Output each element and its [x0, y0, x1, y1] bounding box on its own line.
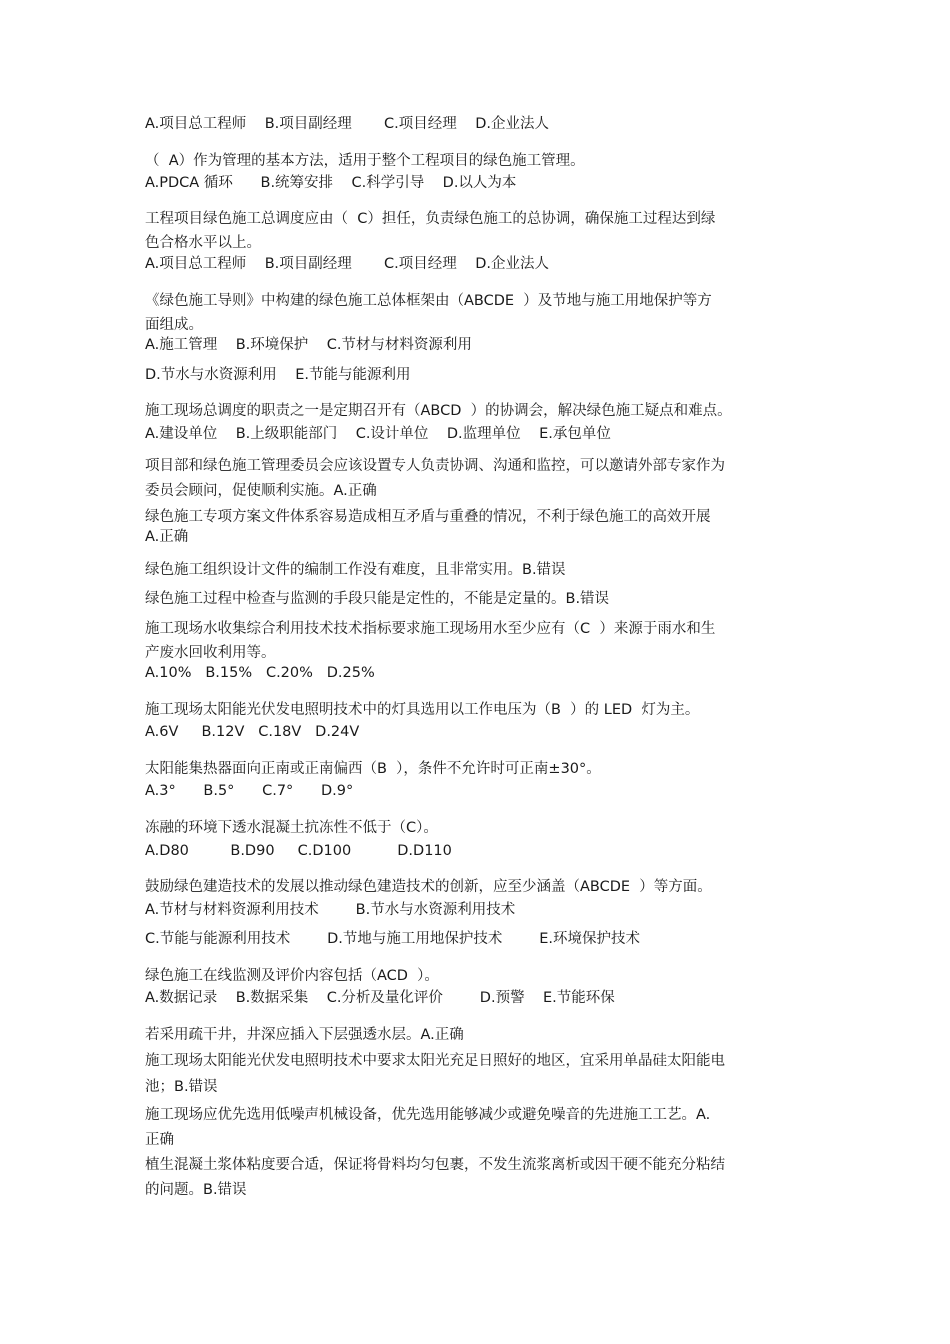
text-line: 绿色施工组织设计文件的编制工作没有难度，且非常实用。B.错误: [145, 562, 566, 578]
text-line: 施工现场应优先选用低噪声机械设备，优先选用能够减少或避免噪音的先进施工工艺。A.: [145, 1107, 711, 1123]
text-line: 若采用疏干井，井深应插入下层强透水层。A.正确: [145, 1027, 464, 1043]
text-line: 施工现场太阳能光伏发电照明技术中要求太阳光充足日照好的地区，宜采用单晶硅太阳能电: [145, 1053, 725, 1069]
text-line: 产废水回收利用等。: [145, 645, 276, 661]
text-line: 色合格水平以上。: [145, 235, 261, 251]
text-line: A.正确: [145, 529, 189, 545]
text-line: 《绿色施工导则》中构建的绿色施工总体框架由（ABCDE ）及节地与施工用地保护等方: [145, 293, 712, 309]
text-line: 池；B.错误: [145, 1079, 218, 1095]
text-line: A.项目总工程师 B.项目副经理 C.项目经理 D.企业法人: [145, 116, 549, 132]
text-line: A.节材与材料资源利用技术 B.节水与水资源利用技术: [145, 902, 516, 918]
text-line: A.10% B.15% C.20% D.25%: [145, 665, 375, 681]
text-line: 的问题。B.错误: [145, 1182, 247, 1198]
text-line: A.PDCA 循环 B.统筹安排 C.科学引导 D.以人为本: [145, 175, 517, 191]
text-line: 绿色施工在线监测及评价内容包括（ACD ）。: [145, 968, 439, 984]
text-line: D.节水与水资源利用 E.节能与能源利用: [145, 367, 411, 383]
text-line: 项目部和绿色施工管理委员会应该设置专人负责协调、沟通和监控，可以邀请外部专家作为: [145, 458, 725, 474]
text-line: 工程项目绿色施工总调度应由（ C）担任，负责绿色施工的总协调，确保施工过程达到绿: [145, 211, 716, 227]
text-line: 施工现场总调度的职责之一是定期召开有（ABCD ）的协调会，解决绿色施工疑点和难点。: [145, 403, 732, 419]
text-line: A.3° B.5° C.7° D.9°: [145, 783, 354, 799]
text-line: A.6V B.12V C.18V D.24V: [145, 724, 360, 740]
text-line: A.建设单位 B.上级职能部门 C.设计单位 D.监理单位 E.承包单位: [145, 426, 611, 442]
text-line: 正确: [145, 1132, 174, 1148]
text-line: 施工现场水收集综合利用技术技术指标要求施工现场用水至少应有（C ）来源于雨水和生: [145, 621, 716, 637]
text-line: 绿色施工专项方案文件体系容易造成相互矛盾与重叠的情况，不利于绿色施工的高效开展: [145, 509, 711, 525]
text-line: （ A）作为管理的基本方法，适用于整个工程项目的绿色施工管理。: [145, 153, 585, 169]
text-line: A.D80 B.D90 C.D100 D.D110: [145, 843, 452, 859]
text-line: 鼓励绿色建造技术的发展以推动绿色建造技术的创新，应至少涵盖（ABCDE ）等方面。: [145, 879, 712, 895]
text-line: 委员会顾问，促使顺利实施。A.正确: [145, 483, 377, 499]
text-line: 植生混凝土浆体粘度要合适，保证将骨料均匀包裹，不发生流浆离析或因干硬不能充分粘结: [145, 1157, 725, 1173]
text-line: 冻融的环境下透水混凝土抗冻性不低于（C）。: [145, 820, 438, 836]
text-line: 太阳能集热器面向正南或正南偏西（B ），条件不允许时可正南±30°。: [145, 761, 601, 777]
text-line: A.项目总工程师 B.项目副经理 C.项目经理 D.企业法人: [145, 256, 549, 272]
text-line: 面组成。: [145, 317, 203, 333]
text-line: A.数据记录 B.数据采集 C.分析及量化评价 D.预警 E.节能环保: [145, 990, 615, 1006]
text-line: 绿色施工过程中检查与监测的手段只能是定性的，不能是定量的。B.错误: [145, 591, 610, 607]
text-line: 施工现场太阳能光伏发电照明技术中的灯具选用以工作电压为（B ）的 LED 灯为主。: [145, 702, 700, 718]
text-line: C.节能与能源利用技术 D.节地与施工用地保护技术 E.环境保护技术: [145, 931, 641, 947]
text-line: A.施工管理 B.环境保护 C.节材与材料资源利用: [145, 337, 472, 353]
